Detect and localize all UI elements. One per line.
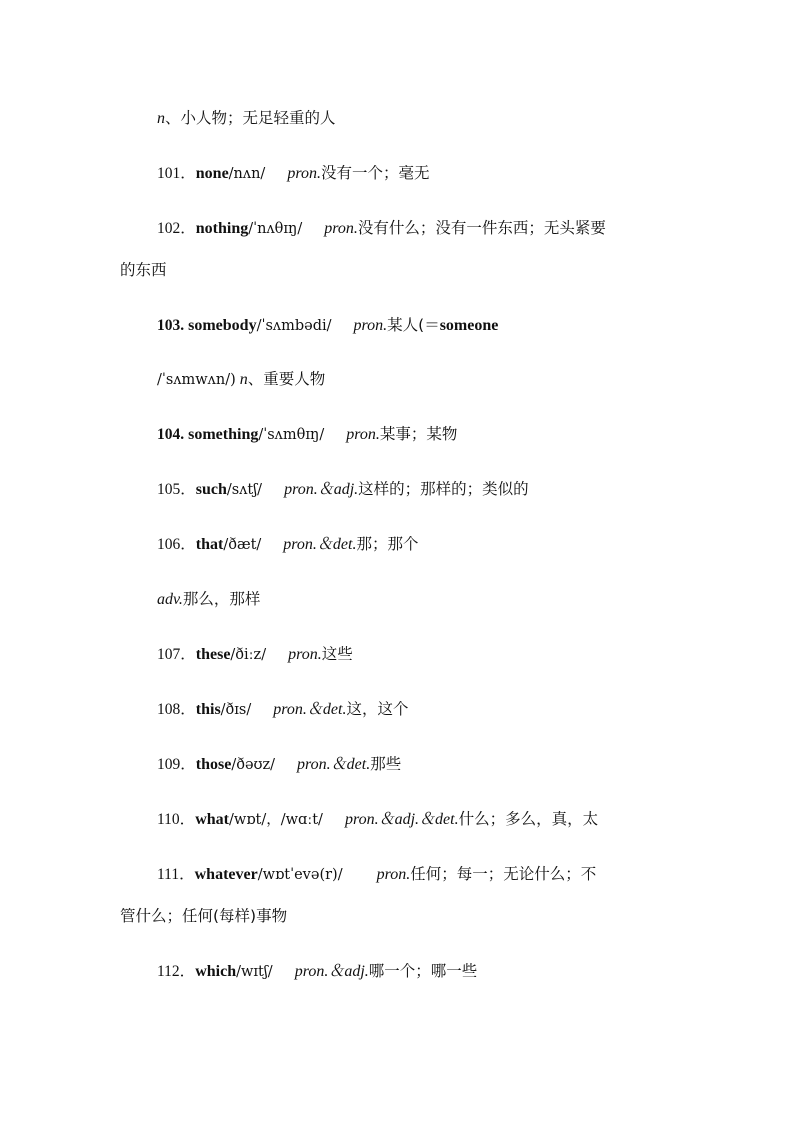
meaning: 这，这个 xyxy=(346,700,409,718)
headword: somebody xyxy=(188,317,257,334)
part-of-speech: pron. xyxy=(353,317,388,334)
phonetic: /wɪtʃ/ xyxy=(236,964,273,980)
phonetic: /nʌn/ xyxy=(228,166,266,182)
meaning: 什么；多么，真，太 xyxy=(458,810,599,828)
meaning: 管什么；任何(每样)事物 xyxy=(120,907,288,925)
headword: whatever xyxy=(194,866,258,883)
meaning: 某事；某物 xyxy=(379,425,458,443)
entry-number: 103. xyxy=(157,317,185,334)
entry-111 xyxy=(157,864,596,885)
entry-102-continued xyxy=(120,260,167,281)
headword: what xyxy=(195,811,229,828)
part-of-speech: pron.＆adj. xyxy=(294,963,369,980)
meaning: 那么，那样 xyxy=(182,590,261,608)
headword: which xyxy=(195,963,237,980)
headword: those xyxy=(195,756,232,773)
meaning: 任何；每一；无论什么；不 xyxy=(410,865,597,883)
line-small-potato xyxy=(157,108,336,129)
entry-number: 108． xyxy=(157,701,196,718)
entry-111-continued xyxy=(120,906,287,927)
meaning: 这样的；那样的；类似的 xyxy=(358,480,529,498)
part-of-speech: pron.＆det. xyxy=(283,536,357,553)
part-of-speech: pron. xyxy=(288,646,322,663)
part-of-speech: pron.＆det. xyxy=(273,701,347,718)
part-of-speech: pron. xyxy=(324,220,358,237)
entry-number: 101． xyxy=(157,165,196,182)
meaning: 那；那个 xyxy=(356,535,419,553)
headword: that xyxy=(195,536,224,553)
entry-number: 110． xyxy=(157,811,196,828)
entry-105 xyxy=(157,479,529,500)
meaning: 没有什么；没有一件东西；无头紧要 xyxy=(357,219,606,237)
headword: nothing xyxy=(195,220,249,237)
meaning: 哪一个；哪一些 xyxy=(368,962,478,980)
part-of-speech: pron. xyxy=(376,866,411,883)
headword: these xyxy=(195,646,231,663)
part-of-speech: pron.＆adj.＆det. xyxy=(344,811,459,828)
entry-103-continued xyxy=(157,369,325,390)
entry-number: 105． xyxy=(157,481,196,498)
meaning: 那些 xyxy=(370,755,402,773)
entry-106 xyxy=(157,534,419,555)
meaning: 没有一个；毫无 xyxy=(320,164,430,182)
headword: something xyxy=(188,426,259,443)
entry-number: 109． xyxy=(157,756,196,773)
entry-number: 112． xyxy=(157,963,196,980)
headword: none xyxy=(195,165,229,182)
phonetic: /wɒt/，/wɑːt/ xyxy=(228,812,323,828)
entry-number: 104. xyxy=(157,426,185,443)
meaning: 某人(＝ xyxy=(387,316,440,334)
meaning: 、重要人物 xyxy=(247,370,326,388)
phonetic: /ðəʊz/ xyxy=(231,757,276,773)
part-of-speech: pron.＆det. xyxy=(297,756,371,773)
entry-number: 102． xyxy=(157,220,196,237)
entry-112 xyxy=(157,961,477,982)
entry-103 xyxy=(157,315,498,336)
entry-number: 106． xyxy=(157,536,196,553)
phonetic: /ðiːz/ xyxy=(230,647,267,663)
entry-104 xyxy=(157,424,457,445)
part-of-speech: n xyxy=(239,371,248,388)
phonetic: /ðɪs/ xyxy=(220,702,252,718)
headword: this xyxy=(195,701,221,718)
meaning: 、小人物；无足轻重的人 xyxy=(165,109,336,127)
phonetic: /wɒtˈevə(r)/ xyxy=(257,867,343,883)
phonetic: /ðæt/ xyxy=(223,537,262,553)
phonetic: /sʌtʃ/ xyxy=(226,482,263,498)
entry-number: 107． xyxy=(157,646,196,663)
meaning: 这些 xyxy=(321,645,353,663)
entry-110 xyxy=(157,809,598,830)
phonetic: /ˈsʌmbədi/ xyxy=(256,318,332,334)
part-of-speech: pron.＆adj. xyxy=(284,481,359,498)
phonetic: /ˈsʌmθɪŋ/ xyxy=(258,427,325,443)
entry-101 xyxy=(157,163,429,184)
headword: such xyxy=(195,481,227,498)
entry-107 xyxy=(157,644,353,665)
meaning: 的东西 xyxy=(120,261,167,279)
part-of-speech: n xyxy=(157,110,165,127)
entry-109 xyxy=(157,754,401,775)
phonetic: /ˈsʌmwʌn/) xyxy=(157,372,236,388)
part-of-speech: pron. xyxy=(287,165,321,182)
entry-106-adverb xyxy=(157,589,260,610)
entry-102 xyxy=(157,218,606,239)
headword-alt: someone xyxy=(439,317,499,334)
entry-number: 111． xyxy=(157,866,195,883)
phonetic: /ˈnʌθɪŋ/ xyxy=(248,221,303,237)
part-of-speech: pron. xyxy=(346,426,380,443)
entry-108 xyxy=(157,699,408,720)
part-of-speech: adv. xyxy=(157,591,183,608)
